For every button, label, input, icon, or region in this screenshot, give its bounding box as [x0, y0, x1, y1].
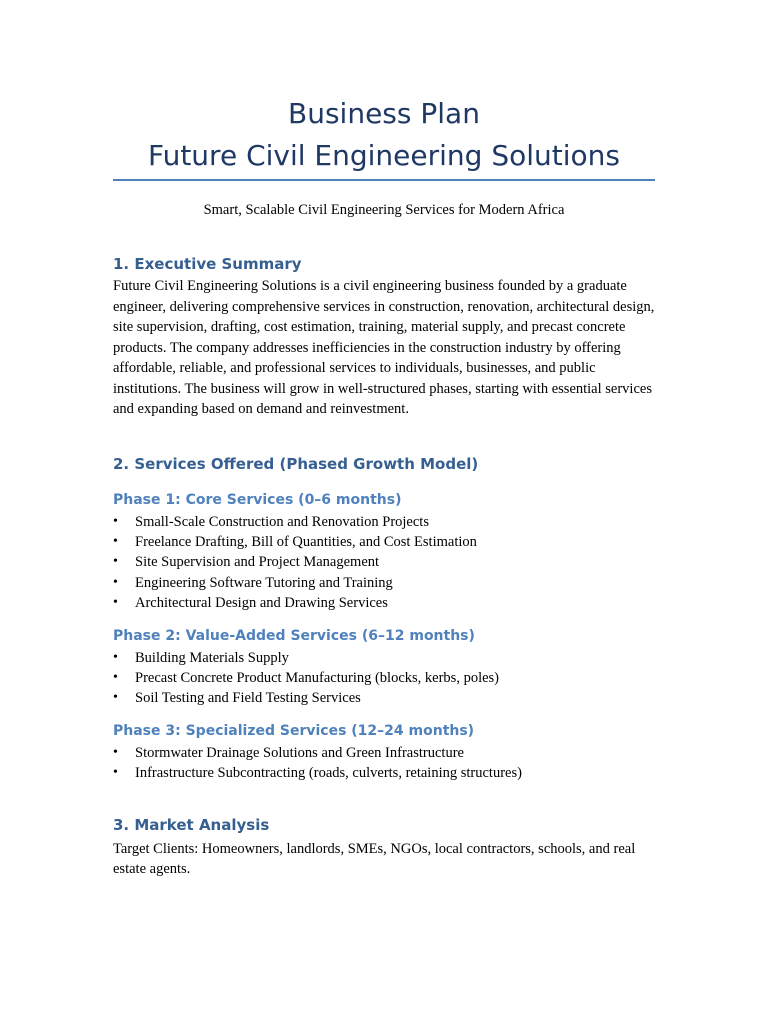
document-subtitle: Smart, Scalable Civil Engineering Services for Modern Africa — [203, 202, 565, 218]
list-item — [113, 593, 655, 613]
list-item-text: Precast Concrete Product Manufacturing (blocks, kerbs, poles) — [135, 669, 500, 686]
list-item — [113, 688, 655, 708]
list-item-text: Building Materials Supply — [135, 649, 289, 666]
bullet-icon: • — [113, 533, 118, 549]
market-analysis-paragraph: Target Clients: Homeowners, landlords, SMEs, NGOs, local contractors, schools, and real estate agents. — [113, 840, 636, 878]
bullet-icon: • — [113, 744, 118, 760]
section-heading-services: 2. Services Offered (Phased Growth Model) — [113, 454, 479, 473]
bullet-icon: • — [113, 649, 118, 665]
list-item — [113, 668, 655, 688]
phase-1-list — [113, 512, 655, 614]
section-heading-market-analysis: 3. Market Analysis — [113, 815, 270, 834]
list-item-text: Freelance Drafting, Bill of Quantities, and Cost Estimation — [135, 533, 477, 550]
list-item — [113, 648, 655, 668]
title-underline — [113, 179, 655, 181]
phase-3-heading: Phase 3: Specialized Services (12–24 months) — [113, 722, 475, 739]
document-title — [113, 93, 655, 177]
list-item — [113, 743, 655, 763]
list-item-text: Stormwater Drainage Solutions and Green Infrastructure — [135, 744, 464, 761]
bullet-icon: • — [113, 765, 118, 781]
title-line-1: Business Plan — [288, 97, 480, 130]
bullet-icon: • — [113, 669, 118, 685]
list-item — [113, 763, 655, 783]
list-item-text: Small-Scale Construction and Renovation Projects — [135, 513, 429, 530]
phase-2-heading: Phase 2: Value-Added Services (6–12 months) — [113, 627, 475, 644]
section-heading-executive-summary: 1. Executive Summary — [113, 255, 302, 273]
list-item — [113, 573, 655, 593]
bullet-icon: • — [113, 554, 118, 570]
bullet-icon: • — [113, 595, 118, 611]
list-item-text: Infrastructure Subcontracting (roads, culverts, retaining structures) — [135, 765, 522, 782]
phase-1-heading: Phase 1: Core Services (0–6 months) — [113, 491, 402, 508]
list-item-text: Engineering Software Tutoring and Training — [135, 574, 393, 591]
list-item — [113, 532, 655, 552]
bullet-icon: • — [113, 690, 118, 706]
bullet-icon: • — [113, 574, 118, 590]
bullet-icon: • — [113, 513, 118, 529]
phase-3-list — [113, 743, 655, 784]
list-item-text: Architectural Design and Drawing Services — [135, 595, 388, 612]
title-line-2: Future Civil Engineering Solutions — [148, 139, 620, 172]
phase-2-list — [113, 648, 655, 709]
list-item-text: Soil Testing and Field Testing Services — [135, 690, 361, 707]
list-item-text: Site Supervision and Project Management — [135, 554, 380, 571]
executive-summary-paragraph: Future Civil Engineering Solutions is a civil engineering business founded by a graduate engineer, delivering comprehensive services in construction, renovation, architectural design, site supervision, drafting, cost estimation, training, material supply, and precast concrete products. The company addresses inefficiencies in the construction industry by offering affordable, reliable, and professional services to individuals, businesses, and public institutions. The business will grow in well-structured phases, starting with essential services and expanding based on demand and reinvestment. — [113, 278, 655, 417]
list-item — [113, 552, 655, 572]
list-item — [113, 512, 655, 532]
document-page — [113, 0, 655, 880]
